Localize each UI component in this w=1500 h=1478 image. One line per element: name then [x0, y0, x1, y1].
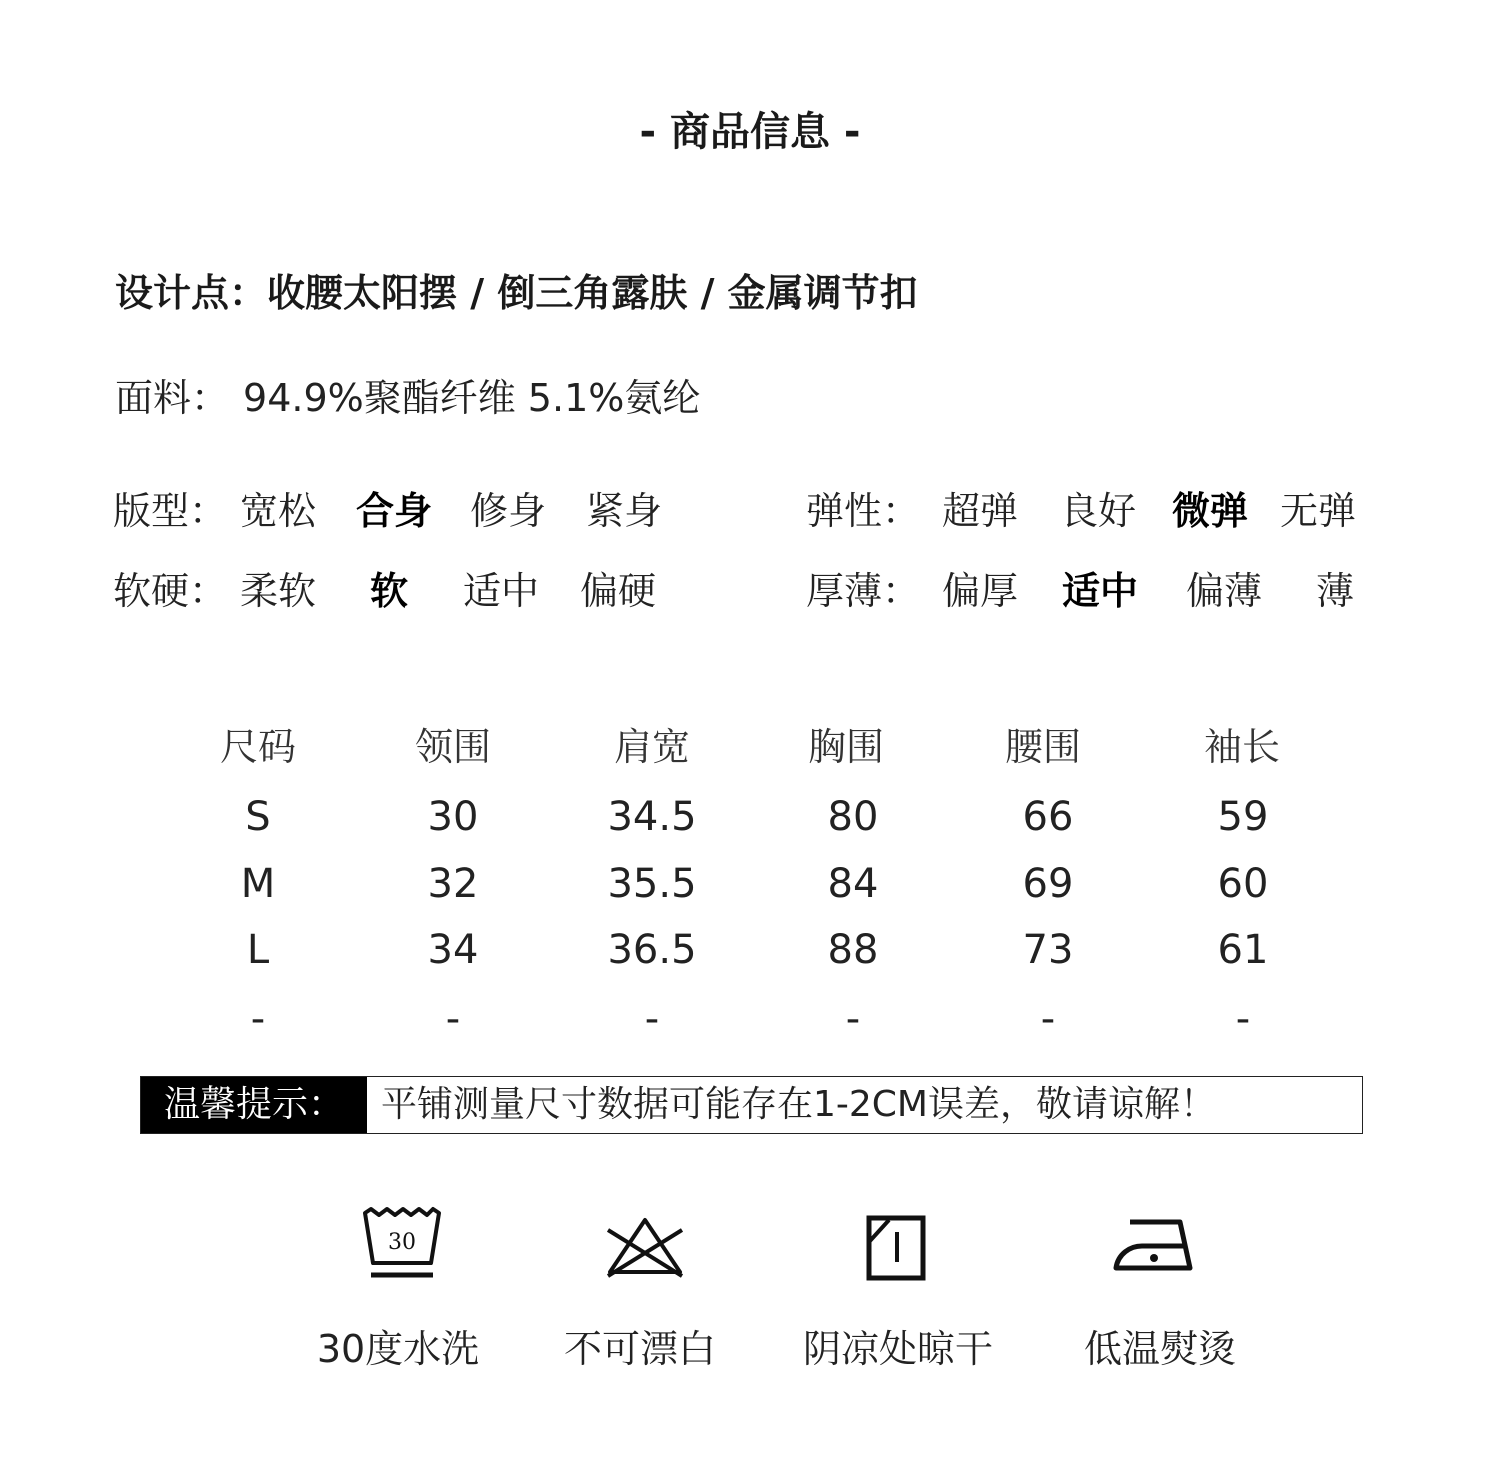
size-cell: L [246, 927, 270, 973]
page-title: - 商品信息 - [639, 109, 861, 155]
tip-label: 温馨提示： [141, 1077, 367, 1133]
size-cell: 61 [1217, 927, 1269, 973]
thickness-option: 偏厚 [942, 569, 1019, 613]
size-cell: 34.5 [607, 794, 697, 840]
size-cell: 66 [1022, 794, 1074, 840]
size-cell: 34 [427, 927, 479, 973]
design-points: 设计点：收腰太阳摆 / 倒三角露肤 / 金属调节扣 [115, 271, 918, 315]
size-cell: 69 [1022, 861, 1074, 907]
size-header: 领围 [414, 725, 491, 769]
shade-dry-icon [851, 1208, 941, 1288]
size-cell: 32 [427, 861, 479, 907]
softness-label: 软硬： [113, 569, 228, 613]
size-cell: 84 [827, 861, 879, 907]
thickness-option: 偏薄 [1186, 569, 1263, 613]
softness-option: 偏硬 [580, 569, 657, 613]
elasticity-label: 弹性： [806, 489, 921, 533]
size-cell: 88 [827, 927, 879, 973]
size-cell: S [245, 794, 271, 840]
fit-option: 宽松 [240, 489, 317, 533]
wash-temp-text: 30 [388, 1230, 416, 1255]
size-cell: 36.5 [607, 927, 697, 973]
size-header: 胸围 [807, 725, 884, 769]
size-cell: - [1235, 996, 1251, 1042]
softness-option: 适中 [463, 569, 540, 613]
fabric-value: 94.9%聚酯纤维 5.1%氨纶 [243, 376, 701, 420]
fit-option-selected: 合身 [356, 489, 433, 533]
size-cell: 60 [1217, 861, 1269, 907]
size-header: 袖长 [1203, 725, 1280, 769]
size-cell: - [250, 996, 266, 1042]
size-header: 腰围 [1004, 725, 1081, 769]
fabric-row [115, 367, 700, 422]
size-cell: M [240, 861, 276, 907]
fit-label: 版型： [113, 489, 228, 533]
size-cell: 30 [427, 794, 479, 840]
size-cell: - [1040, 996, 1056, 1042]
elasticity-option: 超弹 [942, 489, 1019, 533]
wash-30-icon [357, 1205, 447, 1285]
care-label-wash: 30度水洗 [316, 1327, 480, 1371]
thickness-option-selected: 适中 [1062, 569, 1139, 613]
size-cell: - [644, 996, 660, 1042]
size-header: 尺码 [219, 725, 296, 769]
tip-box [140, 1076, 1363, 1134]
elasticity-option: 无弹 [1280, 489, 1357, 533]
thickness-option: 薄 [1316, 569, 1355, 613]
tip-text: 平铺测量尺寸数据可能存在1-2CM误差，敬请谅解！ [381, 1084, 1216, 1125]
size-cell: - [445, 996, 461, 1042]
size-cell: - [845, 996, 861, 1042]
fit-option: 修身 [470, 489, 547, 533]
fabric-label: 面料： [115, 376, 230, 420]
size-cell: 35.5 [607, 861, 697, 907]
elasticity-option-selected: 微弹 [1172, 489, 1249, 533]
care-label-dry: 阴凉处晾干 [802, 1327, 993, 1371]
care-label-bleach: 不可漂白 [563, 1327, 716, 1371]
softness-option-selected: 软 [370, 569, 409, 613]
size-cell: 59 [1217, 794, 1269, 840]
thickness-label: 厚薄： [806, 569, 921, 613]
no-bleach-icon [600, 1210, 690, 1290]
elasticity-option: 良好 [1060, 489, 1137, 533]
low-iron-icon [1108, 1210, 1198, 1290]
softness-option: 柔软 [240, 569, 317, 613]
care-label-iron: 低温熨烫 [1083, 1327, 1236, 1371]
fit-option: 紧身 [586, 489, 663, 533]
size-cell: 80 [827, 794, 879, 840]
size-cell: 73 [1022, 927, 1074, 973]
size-header: 肩宽 [613, 725, 690, 769]
